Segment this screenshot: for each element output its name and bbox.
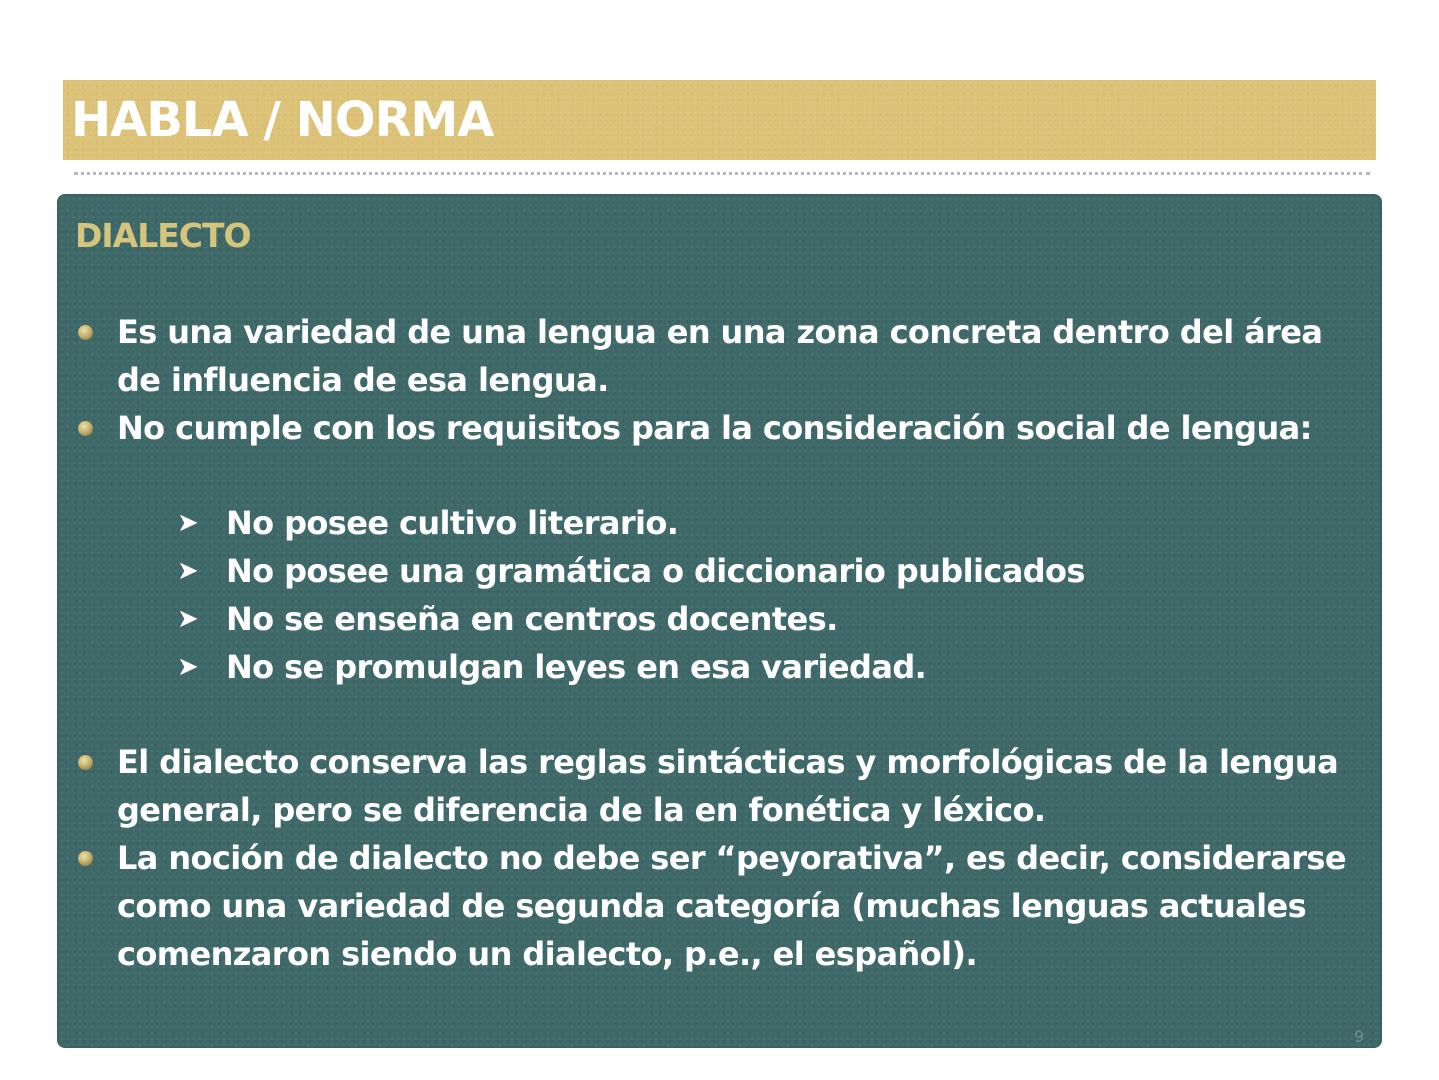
- bullet-text: Es una variedad de una lengua en una zona concreta dentro del área de influencia de esa lengua.: [117, 313, 1323, 399]
- sub-list-item: [59, 499, 1380, 547]
- sub-list-item: [59, 595, 1380, 643]
- arrowhead-icon: ➤: [177, 652, 199, 682]
- sub-bullet-text: No posee cultivo literario.: [226, 504, 679, 542]
- content-panel: [59, 196, 1380, 1046]
- list-item: [59, 308, 1380, 404]
- page-number: 9: [1353, 1027, 1364, 1046]
- bullet-dot-icon: [78, 325, 93, 340]
- top-bullet-list: [59, 308, 1380, 452]
- section-subtitle: DIALECTO: [75, 216, 251, 255]
- dotted-divider: [74, 172, 1370, 175]
- sub-list-item: [59, 547, 1380, 595]
- bottom-bullet-list: [59, 738, 1380, 978]
- arrowhead-icon: ➤: [177, 556, 199, 586]
- sub-bullet-text: No posee una gramática o diccionario publicados: [226, 552, 1085, 590]
- sub-bullet-list: [59, 499, 1380, 691]
- bullet-dot-icon: [78, 421, 93, 436]
- list-item: [59, 738, 1380, 834]
- sub-bullet-text: No se enseña en centros docentes.: [226, 600, 838, 638]
- bullet-text: La noción de dialecto no debe ser “peyorativa”, es decir, considerarse como una variedad de segunda categoría (muchas lenguas actuales comenzaron siendo un dialecto, p.e., el español).: [117, 839, 1346, 973]
- sub-bullet-text: No se promulgan leyes en esa variedad.: [226, 648, 927, 686]
- sub-list-item: [59, 643, 1380, 691]
- title-bar: [63, 80, 1376, 160]
- bullet-text: El dialecto conserva las reglas sintácticas y morfológicas de la lengua general, pero se diferencia de la en fonética y léxico.: [117, 743, 1339, 829]
- arrowhead-icon: ➤: [177, 508, 199, 538]
- arrowhead-icon: ➤: [177, 604, 199, 634]
- slide-title: HABLA / NORMA: [71, 92, 494, 148]
- list-item: [59, 404, 1380, 452]
- bullet-dot-icon: [78, 851, 93, 866]
- bullet-dot-icon: [78, 755, 93, 770]
- bullet-text: No cumple con los requisitos para la consideración social de lengua:: [117, 409, 1312, 447]
- list-item: [59, 834, 1380, 978]
